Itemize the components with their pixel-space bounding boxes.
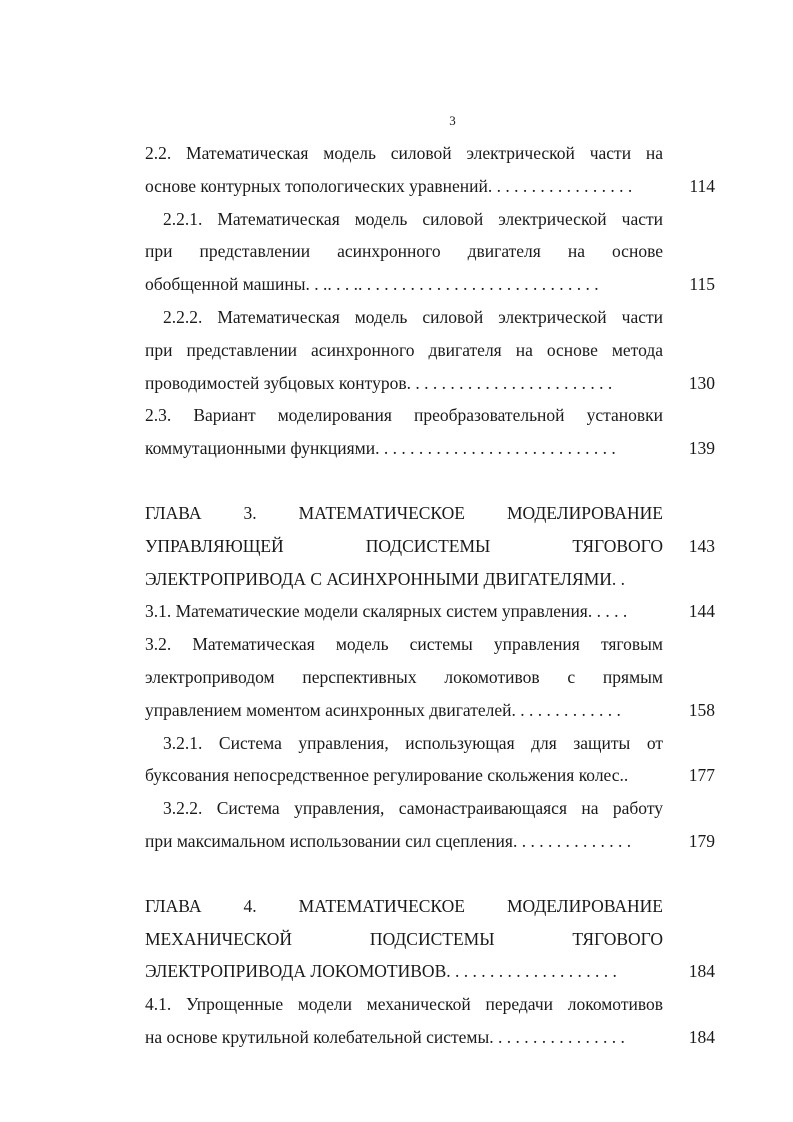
- toc-page-number: 179: [688, 830, 715, 851]
- toc-page-number: 158: [688, 699, 715, 720]
- toc-entry-text: ГЛАВА 3. МАТЕМАТИЧЕСКОЕ МОДЕЛИРОВАНИЕ: [145, 502, 663, 523]
- toc-entry-text: при максимальном использовании сил сцепления. . . . . . . . . . . . . .: [145, 830, 632, 851]
- toc-page-number: 184: [688, 961, 715, 982]
- toc-entry-text: ЭЛЕКТРОПРИВОДА ЛОКОМОТИВОВ. . . . . . . . . . . . . . . . . . . .: [145, 961, 617, 982]
- toc-page-number: 143: [688, 535, 715, 556]
- toc-entry-text: проводимостей зубцовых контуров. . . . . . . . . . . . . . . . . . . . . . . .: [145, 372, 613, 393]
- toc-entry-text: 3.2.2. Система управления, самонастраивающаяся на работу: [163, 798, 663, 819]
- toc-entry-text: 2.2. Математическая модель силовой электрической части на: [145, 143, 663, 163]
- toc-page-number: 144: [688, 601, 715, 622]
- toc-page-number: 177: [688, 765, 715, 786]
- toc-entry-text: МЕХАНИЧЕСКОЙ ПОДСИСТЕМЫ ТЯГОВОГО: [145, 928, 663, 949]
- toc-entry-text: 2.2.2. Математическая модель силовой электрической части: [163, 306, 663, 327]
- toc-entry-3-2-2: [145, 792, 717, 858]
- toc-entry-3-1: [145, 595, 717, 628]
- toc-entry-2-2: [145, 137, 717, 203]
- toc-entry-text: управлением моментом асинхронных двигателей. . . . . . . . . . . . .: [145, 699, 621, 720]
- toc-entry-text: на основе крутильной колебательной системы. . . . . . . . . . . . . . . .: [145, 1026, 625, 1047]
- toc-entry-text: при представлении асинхронного двигателя на основе: [145, 241, 663, 262]
- toc-entry-2-2-2: [145, 301, 717, 399]
- toc-entry-text: ГЛАВА 4. МАТЕМАТИЧЕСКОЕ МОДЕЛИРОВАНИЕ: [145, 895, 663, 916]
- toc-page-number: 184: [688, 1026, 715, 1047]
- toc-entry-2-3: [145, 399, 717, 465]
- toc-entry-text: 3.2. Математическая модель системы управления тяговым: [145, 634, 663, 655]
- toc-entry-text: основе контурных топологических уравнений. . . . . . . . . . . . . . . . .: [145, 175, 633, 196]
- toc-entry-3-2-1: [145, 727, 717, 793]
- toc-entry-text: буксования непосредственное регулирование скольжения колес..: [145, 765, 629, 786]
- toc-entry-text: коммутационными функциями. . . . . . . . . . . . . . . . . . . . . . . . . . . .: [145, 438, 616, 459]
- toc-chapter-3: [145, 497, 717, 595]
- toc-entry-text: 3.2.1. Система управления, использующая для защиты от: [163, 732, 663, 753]
- toc-entry-3-2: [145, 628, 717, 726]
- toc-page-number: 114: [689, 175, 715, 196]
- toc-entry-text: при представлении асинхронного двигателя на основе метода: [145, 339, 663, 360]
- toc-entry-text: 2.2.1. Математическая модель силовой электрической части: [163, 208, 663, 229]
- toc-page-number: 139: [688, 438, 715, 459]
- table-of-contents: [145, 137, 717, 1054]
- toc-page-number: 130: [688, 372, 715, 393]
- toc-chapter-4: [145, 890, 717, 988]
- page-number: 3: [449, 113, 456, 128]
- toc-entry-4-1: [145, 988, 717, 1054]
- toc-entry-text: электроприводом перспективных локомотивов с прямым: [145, 666, 663, 687]
- toc-page-number: 115: [689, 274, 715, 295]
- toc-entry-text: 3.1. Математические модели скалярных систем управления. . . . .: [145, 601, 628, 622]
- toc-entry-text: ЭЛЕКТРОПРИВОДА С АСИНХРОННЫМИ ДВИГАТЕЛЯМИ. .: [145, 568, 626, 589]
- toc-entry-text: УПРАВЛЯЮЩЕЙ ПОДСИСТЕМЫ ТЯГОВОГО: [145, 535, 663, 556]
- toc-entry-2-2-1: [145, 203, 717, 301]
- toc-entry-text: 2.3. Вариант моделирования преобразовательной установки: [145, 405, 663, 426]
- toc-entry-text: 4.1. Упрощенные модели механической передачи локомотивов: [145, 994, 663, 1015]
- toc-entry-text: обобщенной машины. . .. . . .. . . . . . . . . . . . . . . . . . . . . . . . . . . .: [145, 274, 599, 295]
